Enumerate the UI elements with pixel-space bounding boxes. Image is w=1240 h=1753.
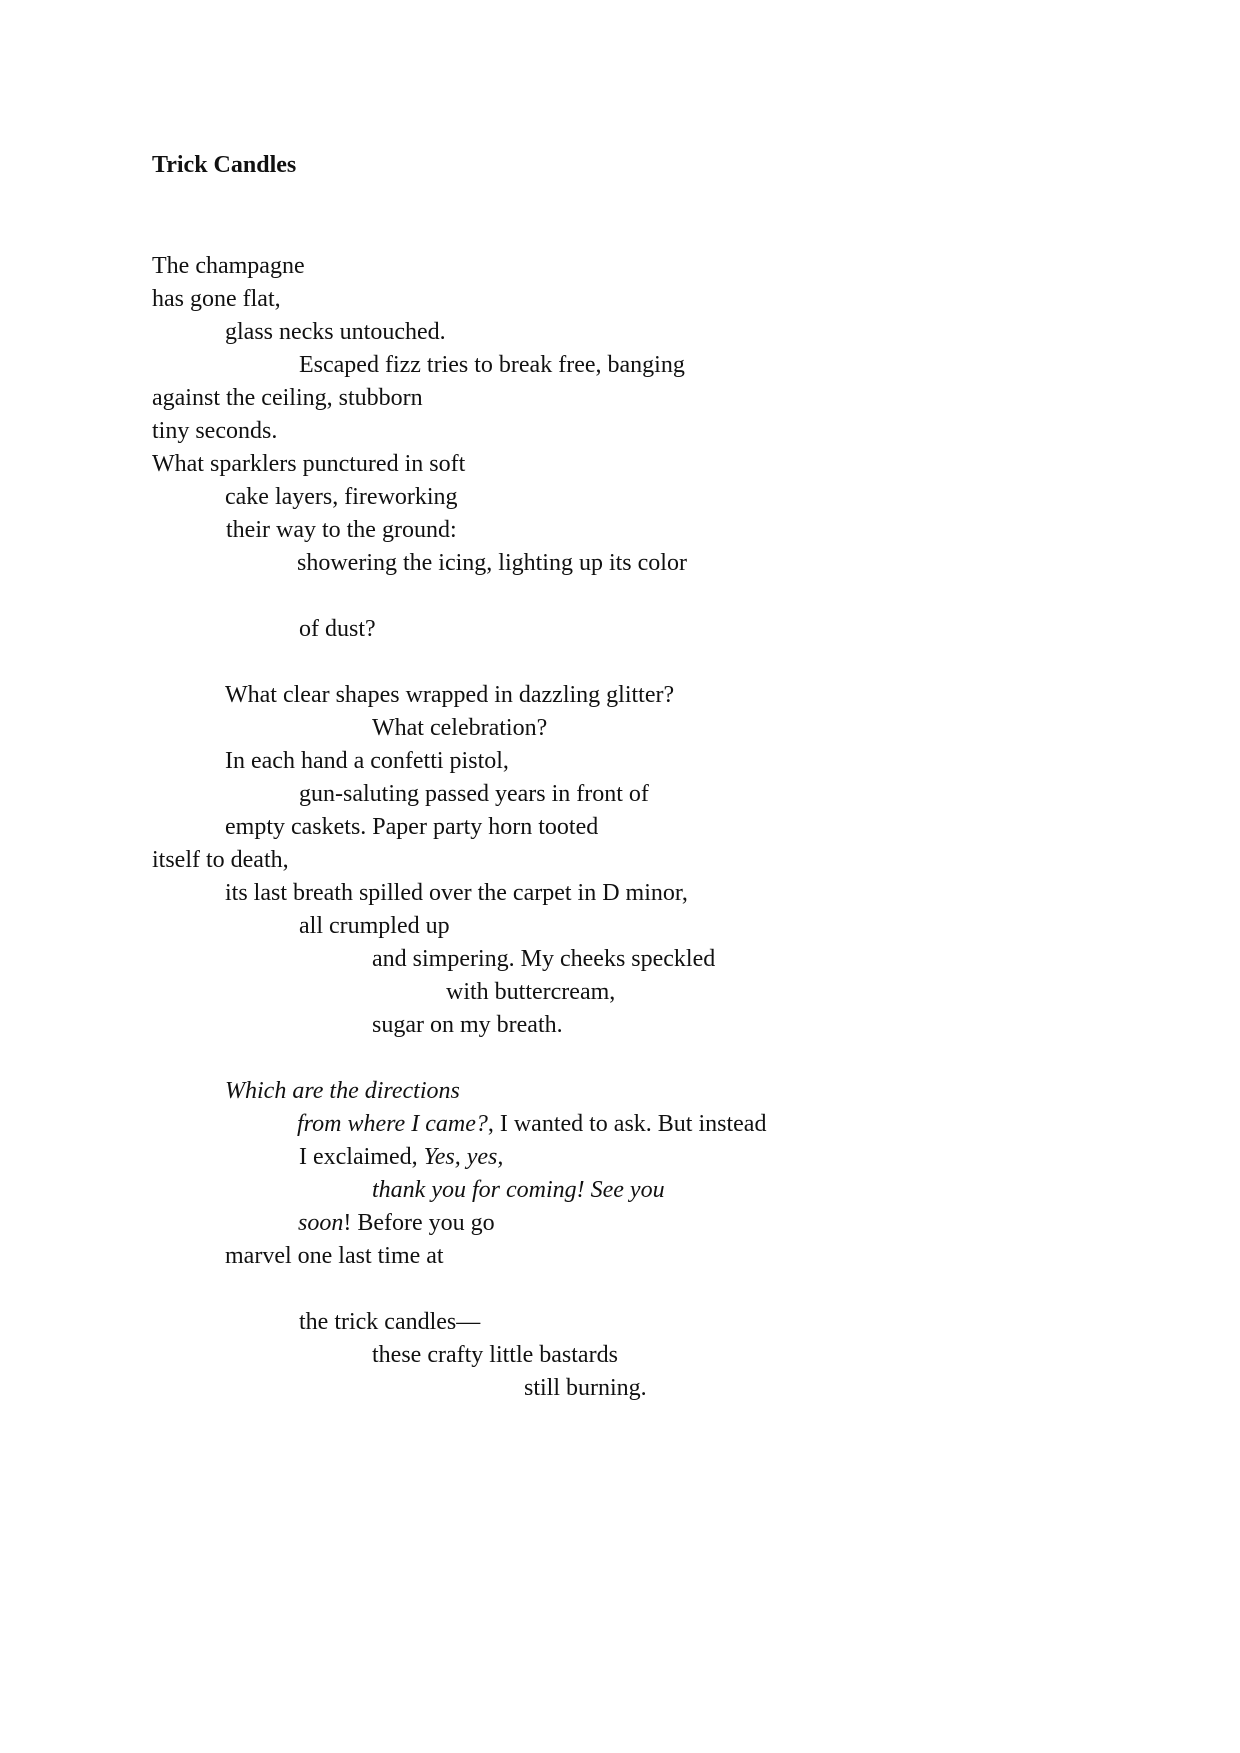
poem-line: glass necks untouched.	[225, 319, 446, 345]
poem-title: Trick Candles	[152, 152, 297, 178]
poem-line: these crafty little bastards	[372, 1342, 618, 1368]
poem-line: all crumpled up	[299, 913, 450, 939]
poem-line: What clear shapes wrapped in dazzling glitter?	[225, 682, 675, 708]
poem-line: still burning.	[524, 1375, 647, 1401]
poem-line: The champagne	[152, 253, 305, 279]
poem-line: What sparklers punctured in soft	[152, 451, 466, 477]
poem-line: itself to death,	[152, 847, 289, 873]
poem-line: gun-saluting passed years in front of	[299, 781, 649, 807]
poem-line: soon! Before you go	[298, 1210, 495, 1236]
poem-line: Escaped fizz tries to break free, banging	[299, 352, 685, 378]
poem-line: What celebration?	[372, 715, 548, 741]
poem-line: thank you for coming! See you	[372, 1177, 665, 1203]
poem-line: marvel one last time at	[225, 1243, 444, 1269]
poem-line: tiny seconds.	[152, 418, 278, 444]
poem-line: against the ceiling, stubborn	[152, 385, 423, 411]
poem-line: I exclaimed, Yes, yes,	[299, 1144, 504, 1170]
poem-line: with buttercream,	[446, 979, 616, 1005]
poem-line: from where I came?, I wanted to ask. But instead	[297, 1111, 767, 1137]
poem-line: showering the icing, lighting up its color	[297, 550, 687, 576]
poem-line: the trick candles—	[299, 1309, 481, 1335]
poem-line: and simpering. My cheeks speckled	[372, 946, 716, 972]
poem-line: its last breath spilled over the carpet in D minor,	[225, 880, 688, 906]
poem-line: has gone flat,	[152, 286, 281, 312]
poem-line: of dust?	[299, 616, 376, 642]
poem-line: sugar on my breath.	[372, 1012, 563, 1038]
poem-line: In each hand a confetti pistol,	[225, 748, 509, 774]
poem-line: Which are the directions	[225, 1078, 460, 1104]
poem-line: cake layers, fireworking	[225, 484, 458, 510]
poem-line: empty caskets. Paper party horn tooted	[225, 814, 599, 840]
poem-line: their way to the ground:	[226, 517, 457, 543]
